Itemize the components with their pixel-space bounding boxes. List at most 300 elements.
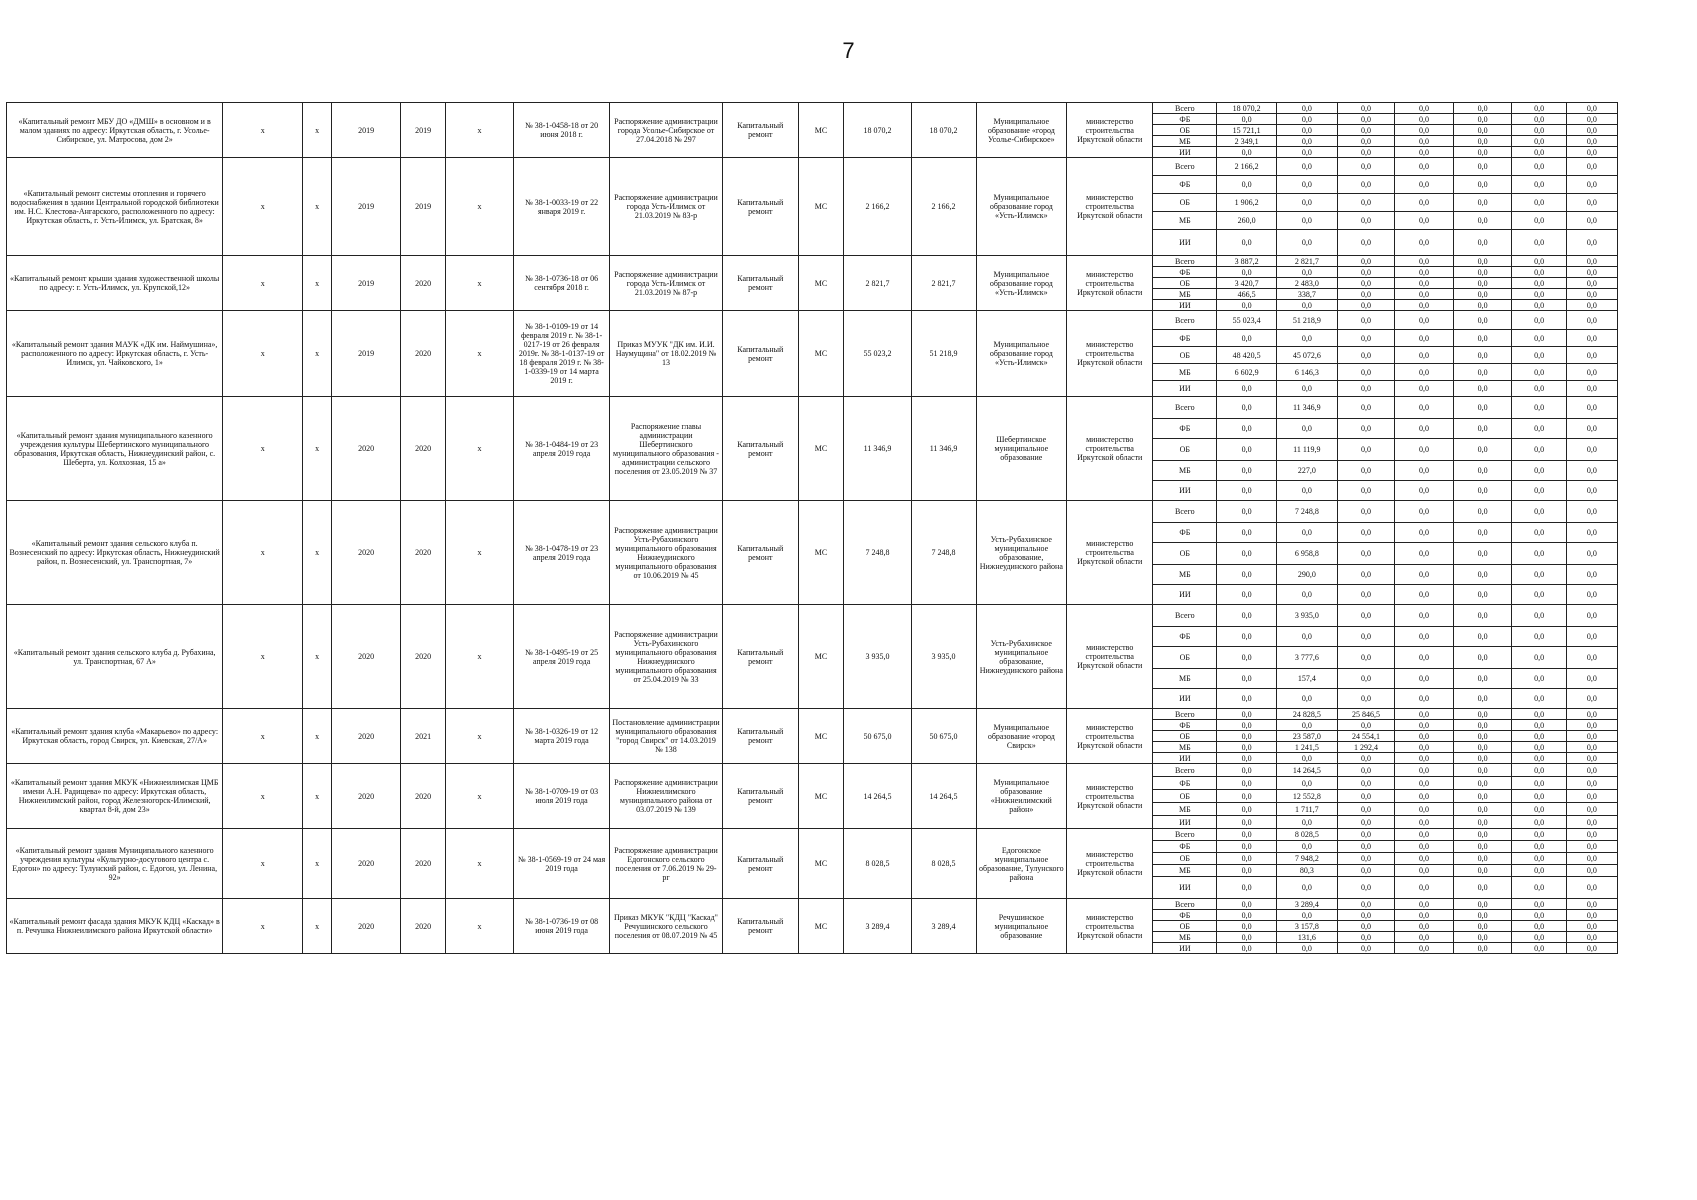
funding-value: 0,0	[1395, 647, 1454, 669]
funding-source: ФБ	[1153, 523, 1217, 543]
funding-value: 0,0	[1453, 753, 1512, 764]
funding-value: 0,0	[1453, 932, 1512, 943]
expertise-conclusion: № 38-1-0458-18 от 20 июня 2018 г.	[514, 103, 610, 158]
estimated-cost: 14 264,5	[844, 764, 911, 829]
funding-value: 0,0	[1217, 932, 1277, 943]
work-type: Капитальный ремонт	[722, 311, 798, 397]
funding-value: 0,0	[1217, 147, 1277, 158]
start-year: 2019	[331, 158, 400, 256]
funding-value: 0,0	[1217, 543, 1277, 565]
funding-value: 0,0	[1512, 585, 1566, 605]
cell-mark: х	[223, 605, 303, 709]
funding-value: 0,0	[1566, 709, 1617, 720]
funding-value: 0,0	[1217, 565, 1277, 585]
funding-value: 11 119,9	[1276, 439, 1337, 461]
funding-value: 25 846,5	[1337, 709, 1395, 720]
funding-value: 0,0	[1453, 565, 1512, 585]
funding-value: 0,0	[1395, 709, 1454, 720]
funding-value: 0,0	[1566, 777, 1617, 790]
funding-value: 0,0	[1395, 439, 1454, 461]
funding-value: 0,0	[1566, 932, 1617, 943]
funding-value: 0,0	[1395, 777, 1454, 790]
funding-value: 0,0	[1512, 397, 1566, 419]
end-year: 2019	[401, 103, 446, 158]
funding-value: 0,0	[1453, 501, 1512, 523]
funding-value: 0,0	[1566, 865, 1617, 877]
funding-value: 0,0	[1566, 921, 1617, 932]
funding-value: 0,0	[1512, 777, 1566, 790]
objects-table	[6, 102, 1618, 954]
funding-value: 0,0	[1217, 523, 1277, 543]
funding-value: 0,0	[1337, 461, 1395, 481]
work-type: Капитальный ремонт	[722, 709, 798, 764]
funding-source: ФБ	[1153, 330, 1217, 347]
funding-value: 0,0	[1566, 689, 1617, 709]
funding-value: 0,0	[1395, 158, 1454, 176]
start-year: 2020	[331, 709, 400, 764]
start-year: 2019	[331, 311, 400, 397]
object-name: «Капитальный ремонт здания клуба «Макарьево» по адресу: Иркутская область, город Свирск, ул. Киевская, 27/А»	[7, 709, 223, 764]
customer-name: Муниципальное образование город «Усть-Илимск»	[976, 256, 1067, 311]
end-year: 2020	[401, 397, 446, 501]
funding-value: 0,0	[1566, 300, 1617, 311]
funding-value: 0,0	[1566, 114, 1617, 125]
funding-source: Всего	[1153, 103, 1217, 114]
funding-value: 0,0	[1217, 419, 1277, 439]
remaining-cost: 2 166,2	[911, 158, 976, 256]
object-type: МС	[798, 397, 844, 501]
funding-value: 0,0	[1453, 136, 1512, 147]
table-row	[7, 709, 1618, 720]
funding-value: 0,0	[1453, 777, 1512, 790]
funding-value: 0,0	[1337, 419, 1395, 439]
cell-mark: х	[445, 899, 513, 954]
funding-value: 0,0	[1276, 381, 1337, 397]
funding-value: 0,0	[1337, 364, 1395, 381]
funding-value: 0,0	[1217, 764, 1277, 777]
funding-value: 0,0	[1512, 720, 1566, 731]
funding-value: 0,0	[1217, 910, 1277, 921]
funding-value: 0,0	[1217, 829, 1277, 841]
funding-value: 0,0	[1276, 300, 1337, 311]
funding-value: 0,0	[1337, 481, 1395, 501]
funding-value: 0,0	[1512, 764, 1566, 777]
funding-value: 0,0	[1453, 910, 1512, 921]
funding-value: 0,0	[1566, 461, 1617, 481]
funding-value: 0,0	[1453, 669, 1512, 689]
funding-value: 0,0	[1453, 764, 1512, 777]
funding-source: ИИ	[1153, 300, 1217, 311]
funding-value: 0,0	[1337, 853, 1395, 865]
funding-value: 0,0	[1337, 311, 1395, 330]
funding-value: 0,0	[1395, 853, 1454, 865]
funding-value: 0,0	[1566, 803, 1617, 816]
funding-value: 0,0	[1566, 278, 1617, 289]
expertise-conclusion: № 38-1-0736-18 от 06 сентября 2018 г.	[514, 256, 610, 311]
funding-value: 0,0	[1395, 278, 1454, 289]
funding-value: 0,0	[1337, 147, 1395, 158]
cell-mark: х	[223, 397, 303, 501]
funding-value: 0,0	[1566, 753, 1617, 764]
funding-value: 0,0	[1566, 853, 1617, 865]
budget-manager: министерство строительства Иркутской области	[1067, 709, 1153, 764]
funding-value: 0,0	[1395, 289, 1454, 300]
funding-value: 0,0	[1453, 267, 1512, 278]
funding-value: 0,0	[1453, 731, 1512, 742]
funding-value: 0,0	[1217, 381, 1277, 397]
funding-source: ОБ	[1153, 439, 1217, 461]
funding-value: 0,0	[1217, 300, 1277, 311]
funding-value: 0,0	[1512, 419, 1566, 439]
funding-value: 0,0	[1512, 932, 1566, 943]
expertise-conclusion: № 38-1-0736-19 от 08 июня 2019 года	[514, 899, 610, 954]
funding-value: 0,0	[1217, 669, 1277, 689]
cell-mark: х	[445, 829, 513, 899]
funding-value: 0,0	[1395, 816, 1454, 829]
funding-value: 0,0	[1337, 647, 1395, 669]
funding-value: 0,0	[1395, 230, 1454, 256]
funding-value: 0,0	[1512, 790, 1566, 803]
funding-source: ИИ	[1153, 943, 1217, 954]
funding-value: 0,0	[1453, 230, 1512, 256]
funding-value: 0,0	[1566, 816, 1617, 829]
funding-value: 0,0	[1217, 777, 1277, 790]
funding-value: 0,0	[1566, 194, 1617, 212]
funding-source: ФБ	[1153, 114, 1217, 125]
end-year: 2020	[401, 256, 446, 311]
cell-mark: х	[303, 256, 332, 311]
funding-value: 0,0	[1566, 605, 1617, 627]
funding-value: 0,0	[1276, 841, 1337, 853]
funding-value: 0,0	[1566, 311, 1617, 330]
funding-value: 0,0	[1453, 605, 1512, 627]
funding-value: 0,0	[1217, 709, 1277, 720]
start-year: 2020	[331, 764, 400, 829]
funding-source: Всего	[1153, 311, 1217, 330]
funding-value: 0,0	[1512, 381, 1566, 397]
funding-value: 157,4	[1276, 669, 1337, 689]
funding-value: 0,0	[1512, 910, 1566, 921]
funding-value: 0,0	[1395, 125, 1454, 136]
table-row	[7, 103, 1618, 114]
budget-manager: министерство строительства Иркутской области	[1067, 899, 1153, 954]
budget-manager: министерство строительства Иркутской области	[1067, 605, 1153, 709]
funding-value: 80,3	[1276, 865, 1337, 877]
funding-value: 0,0	[1453, 256, 1512, 267]
funding-value: 0,0	[1566, 125, 1617, 136]
funding-value: 0,0	[1276, 212, 1337, 230]
funding-value: 0,0	[1453, 899, 1512, 910]
funding-value: 1 711,7	[1276, 803, 1337, 816]
funding-value: 8 028,5	[1276, 829, 1337, 841]
funding-value: 0,0	[1276, 585, 1337, 605]
funding-value: 290,0	[1276, 565, 1337, 585]
funding-value: 0,0	[1217, 816, 1277, 829]
funding-value: 0,0	[1217, 647, 1277, 669]
funding-value: 0,0	[1453, 212, 1512, 230]
funding-value: 466,5	[1217, 289, 1277, 300]
customer-name: Муниципальное образование «город Усолье-Сибирское»	[976, 103, 1067, 158]
funding-source: ИИ	[1153, 816, 1217, 829]
funding-value: 0,0	[1337, 278, 1395, 289]
funding-value: 0,0	[1453, 841, 1512, 853]
approval-document: Распоряжение администрации города Усть-Илимск от 21.03.2019 № 87-р	[610, 256, 723, 311]
funding-value: 0,0	[1566, 565, 1617, 585]
funding-value: 0,0	[1337, 605, 1395, 627]
expertise-conclusion: № 38-1-0478-19 от 23 апреля 2019 года	[514, 501, 610, 605]
funding-value: 0,0	[1512, 103, 1566, 114]
funding-value: 0,0	[1337, 543, 1395, 565]
funding-value: 0,0	[1453, 158, 1512, 176]
funding-value: 0,0	[1337, 865, 1395, 877]
funding-value: 0,0	[1217, 176, 1277, 194]
end-year: 2020	[401, 501, 446, 605]
funding-value: 0,0	[1276, 158, 1337, 176]
cell-mark: х	[303, 311, 332, 397]
funding-value: 0,0	[1337, 816, 1395, 829]
approval-document: Распоряжение администрации города Усолье-Сибирское от 27.04.2018 № 297	[610, 103, 723, 158]
estimated-cost: 55 023,2	[844, 311, 911, 397]
funding-value: 0,0	[1512, 523, 1566, 543]
funding-value: 0,0	[1395, 742, 1454, 753]
expertise-conclusion: № 38-1-0569-19 от 24 мая 2019 года	[514, 829, 610, 899]
funding-value: 0,0	[1395, 605, 1454, 627]
estimated-cost: 2 821,7	[844, 256, 911, 311]
funding-value: 0,0	[1276, 910, 1337, 921]
funding-value: 0,0	[1512, 841, 1566, 853]
funding-value: 0,0	[1512, 605, 1566, 627]
funding-value: 0,0	[1217, 605, 1277, 627]
expertise-conclusion: № 38-1-0484-19 от 23 апреля 2019 года	[514, 397, 610, 501]
funding-value: 0,0	[1395, 932, 1454, 943]
funding-value: 0,0	[1566, 899, 1617, 910]
funding-value: 0,0	[1512, 899, 1566, 910]
object-name: «Капитальный ремонт системы отопления и горячего водоснабжения в здании Центральной городской библиотеки им. Н.С. Клестова-Ангарского, расположенного по адресу: Иркутская область, г. Усть-Илимск, ул. Братская, 8»	[7, 158, 223, 256]
funding-value: 0,0	[1512, 816, 1566, 829]
funding-value: 0,0	[1217, 853, 1277, 865]
funding-value: 0,0	[1395, 910, 1454, 921]
funding-value: 0,0	[1395, 311, 1454, 330]
funding-value: 0,0	[1395, 877, 1454, 899]
funding-source: МБ	[1153, 461, 1217, 481]
funding-value: 0,0	[1395, 689, 1454, 709]
funding-value: 3 935,0	[1276, 605, 1337, 627]
funding-value: 0,0	[1395, 829, 1454, 841]
funding-source: ОБ	[1153, 125, 1217, 136]
funding-value: 14 264,5	[1276, 764, 1337, 777]
funding-value: 0,0	[1217, 742, 1277, 753]
funding-value: 0,0	[1395, 461, 1454, 481]
object-type: МС	[798, 899, 844, 954]
funding-value: 2 349,1	[1217, 136, 1277, 147]
funding-value: 0,0	[1395, 543, 1454, 565]
funding-value: 0,0	[1512, 300, 1566, 311]
funding-value: 0,0	[1217, 731, 1277, 742]
funding-value: 0,0	[1512, 731, 1566, 742]
funding-value: 0,0	[1337, 803, 1395, 816]
funding-value: 0,0	[1566, 543, 1617, 565]
estimated-cost: 3 935,0	[844, 605, 911, 709]
funding-value: 0,0	[1512, 943, 1566, 954]
start-year: 2020	[331, 899, 400, 954]
funding-source: ОБ	[1153, 194, 1217, 212]
funding-value: 0,0	[1395, 381, 1454, 397]
funding-value: 0,0	[1512, 627, 1566, 647]
work-type: Капитальный ремонт	[722, 829, 798, 899]
funding-value: 0,0	[1453, 790, 1512, 803]
funding-value: 338,7	[1276, 289, 1337, 300]
funding-source: Всего	[1153, 501, 1217, 523]
funding-value: 0,0	[1566, 289, 1617, 300]
cell-mark: х	[223, 829, 303, 899]
funding-value: 0,0	[1395, 256, 1454, 267]
funding-value: 6 602,9	[1217, 364, 1277, 381]
estimated-cost: 50 675,0	[844, 709, 911, 764]
funding-value: 3 289,4	[1276, 899, 1337, 910]
object-type: МС	[798, 501, 844, 605]
funding-value: 0,0	[1566, 790, 1617, 803]
start-year: 2020	[331, 397, 400, 501]
funding-value: 0,0	[1337, 841, 1395, 853]
funding-value: 0,0	[1453, 461, 1512, 481]
funding-value: 24 554,1	[1337, 731, 1395, 742]
funding-value: 0,0	[1217, 720, 1277, 731]
funding-value: 0,0	[1337, 501, 1395, 523]
object-type: МС	[798, 311, 844, 397]
work-type: Капитальный ремонт	[722, 899, 798, 954]
funding-value: 0,0	[1395, 330, 1454, 347]
customer-name: Муниципальное образование город «Усть-Илимск»	[976, 311, 1067, 397]
remaining-cost: 3 289,4	[911, 899, 976, 954]
funding-value: 3 887,2	[1217, 256, 1277, 267]
funding-value: 0,0	[1337, 114, 1395, 125]
funding-value: 0,0	[1395, 136, 1454, 147]
work-type: Капитальный ремонт	[722, 103, 798, 158]
funding-value: 0,0	[1512, 865, 1566, 877]
budget-manager: министерство строительства Иркутской области	[1067, 501, 1153, 605]
page-number: 7	[842, 38, 855, 63]
funding-value: 0,0	[1276, 627, 1337, 647]
cell-mark: х	[445, 397, 513, 501]
funding-value: 0,0	[1276, 777, 1337, 790]
funding-value: 0,0	[1512, 669, 1566, 689]
funding-value: 0,0	[1276, 267, 1337, 278]
funding-source: МБ	[1153, 565, 1217, 585]
funding-value: 0,0	[1337, 330, 1395, 347]
funding-value: 0,0	[1276, 720, 1337, 731]
funding-value: 0,0	[1512, 647, 1566, 669]
funding-value: 0,0	[1512, 311, 1566, 330]
approval-document: Распоряжение администрации Едогонского сельского поселения от 7.06.2019 № 29-рг	[610, 829, 723, 899]
funding-value: 0,0	[1512, 921, 1566, 932]
funding-value: 0,0	[1395, 899, 1454, 910]
funding-value: 0,0	[1453, 397, 1512, 419]
funding-source: ИИ	[1153, 689, 1217, 709]
funding-value: 0,0	[1276, 877, 1337, 899]
funding-value: 0,0	[1453, 720, 1512, 731]
funding-value: 0,0	[1337, 627, 1395, 647]
funding-value: 0,0	[1453, 347, 1512, 364]
funding-value: 0,0	[1453, 439, 1512, 461]
funding-value: 0,0	[1566, 481, 1617, 501]
budget-manager: министерство строительства Иркутской области	[1067, 311, 1153, 397]
start-year: 2019	[331, 256, 400, 311]
funding-value: 0,0	[1337, 720, 1395, 731]
funding-value: 0,0	[1337, 764, 1395, 777]
funding-value: 0,0	[1337, 921, 1395, 932]
funding-value: 0,0	[1453, 627, 1512, 647]
funding-source: Всего	[1153, 764, 1217, 777]
funding-source: ФБ	[1153, 841, 1217, 853]
funding-source: МБ	[1153, 865, 1217, 877]
budget-manager: министерство строительства Иркутской области	[1067, 103, 1153, 158]
funding-value: 0,0	[1453, 114, 1512, 125]
funding-source: МБ	[1153, 289, 1217, 300]
funding-value: 0,0	[1512, 147, 1566, 158]
object-type: МС	[798, 709, 844, 764]
funding-source: ФБ	[1153, 910, 1217, 921]
funding-value: 0,0	[1337, 932, 1395, 943]
funding-value: 0,0	[1453, 289, 1512, 300]
funding-value: 0,0	[1566, 364, 1617, 381]
funding-value: 0,0	[1217, 330, 1277, 347]
funding-value: 0,0	[1276, 230, 1337, 256]
remaining-cost: 2 821,7	[911, 256, 976, 311]
funding-value: 0,0	[1566, 841, 1617, 853]
funding-value: 0,0	[1512, 543, 1566, 565]
funding-value: 0,0	[1512, 194, 1566, 212]
funding-value: 6 958,8	[1276, 543, 1337, 565]
funding-value: 0,0	[1276, 753, 1337, 764]
funding-value: 0,0	[1395, 364, 1454, 381]
remaining-cost: 18 070,2	[911, 103, 976, 158]
funding-value: 0,0	[1453, 103, 1512, 114]
funding-value: 0,0	[1566, 910, 1617, 921]
funding-value: 6 146,3	[1276, 364, 1337, 381]
funding-value: 0,0	[1512, 461, 1566, 481]
cell-mark: х	[303, 899, 332, 954]
funding-source: Всего	[1153, 899, 1217, 910]
funding-value: 0,0	[1217, 397, 1277, 419]
funding-value: 0,0	[1395, 114, 1454, 125]
funding-value: 0,0	[1395, 753, 1454, 764]
funding-value: 0,0	[1217, 803, 1277, 816]
funding-source: Всего	[1153, 709, 1217, 720]
funding-source: ФБ	[1153, 267, 1217, 278]
funding-value: 0,0	[1395, 865, 1454, 877]
cell-mark: х	[303, 501, 332, 605]
funding-source: Всего	[1153, 158, 1217, 176]
funding-value: 0,0	[1217, 841, 1277, 853]
funding-value: 0,0	[1566, 877, 1617, 899]
funding-value: 2 821,7	[1276, 256, 1337, 267]
funding-value: 0,0	[1276, 816, 1337, 829]
funding-value: 0,0	[1566, 647, 1617, 669]
object-name: «Капитальный ремонт здания Муниципального казенного учреждения культуры «Культурно-досугового центра с. Едогон» по адресу: Тулунский район, с. Едогон, ул. Ленина, 92»	[7, 829, 223, 899]
funding-source: ОБ	[1153, 347, 1217, 364]
funding-source: ОБ	[1153, 647, 1217, 669]
funding-value: 3 157,8	[1276, 921, 1337, 932]
start-year: 2019	[331, 103, 400, 158]
customer-name: Едогонское муниципальное образование, Тулунского района	[976, 829, 1067, 899]
funding-value: 0,0	[1453, 278, 1512, 289]
funding-value: 0,0	[1512, 347, 1566, 364]
funding-value: 0,0	[1453, 176, 1512, 194]
funding-value: 0,0	[1512, 136, 1566, 147]
customer-name: Усть-Рубахинское муниципальное образование, Нижнеудинского района	[976, 501, 1067, 605]
estimated-cost: 2 166,2	[844, 158, 911, 256]
funding-value: 0,0	[1453, 381, 1512, 397]
